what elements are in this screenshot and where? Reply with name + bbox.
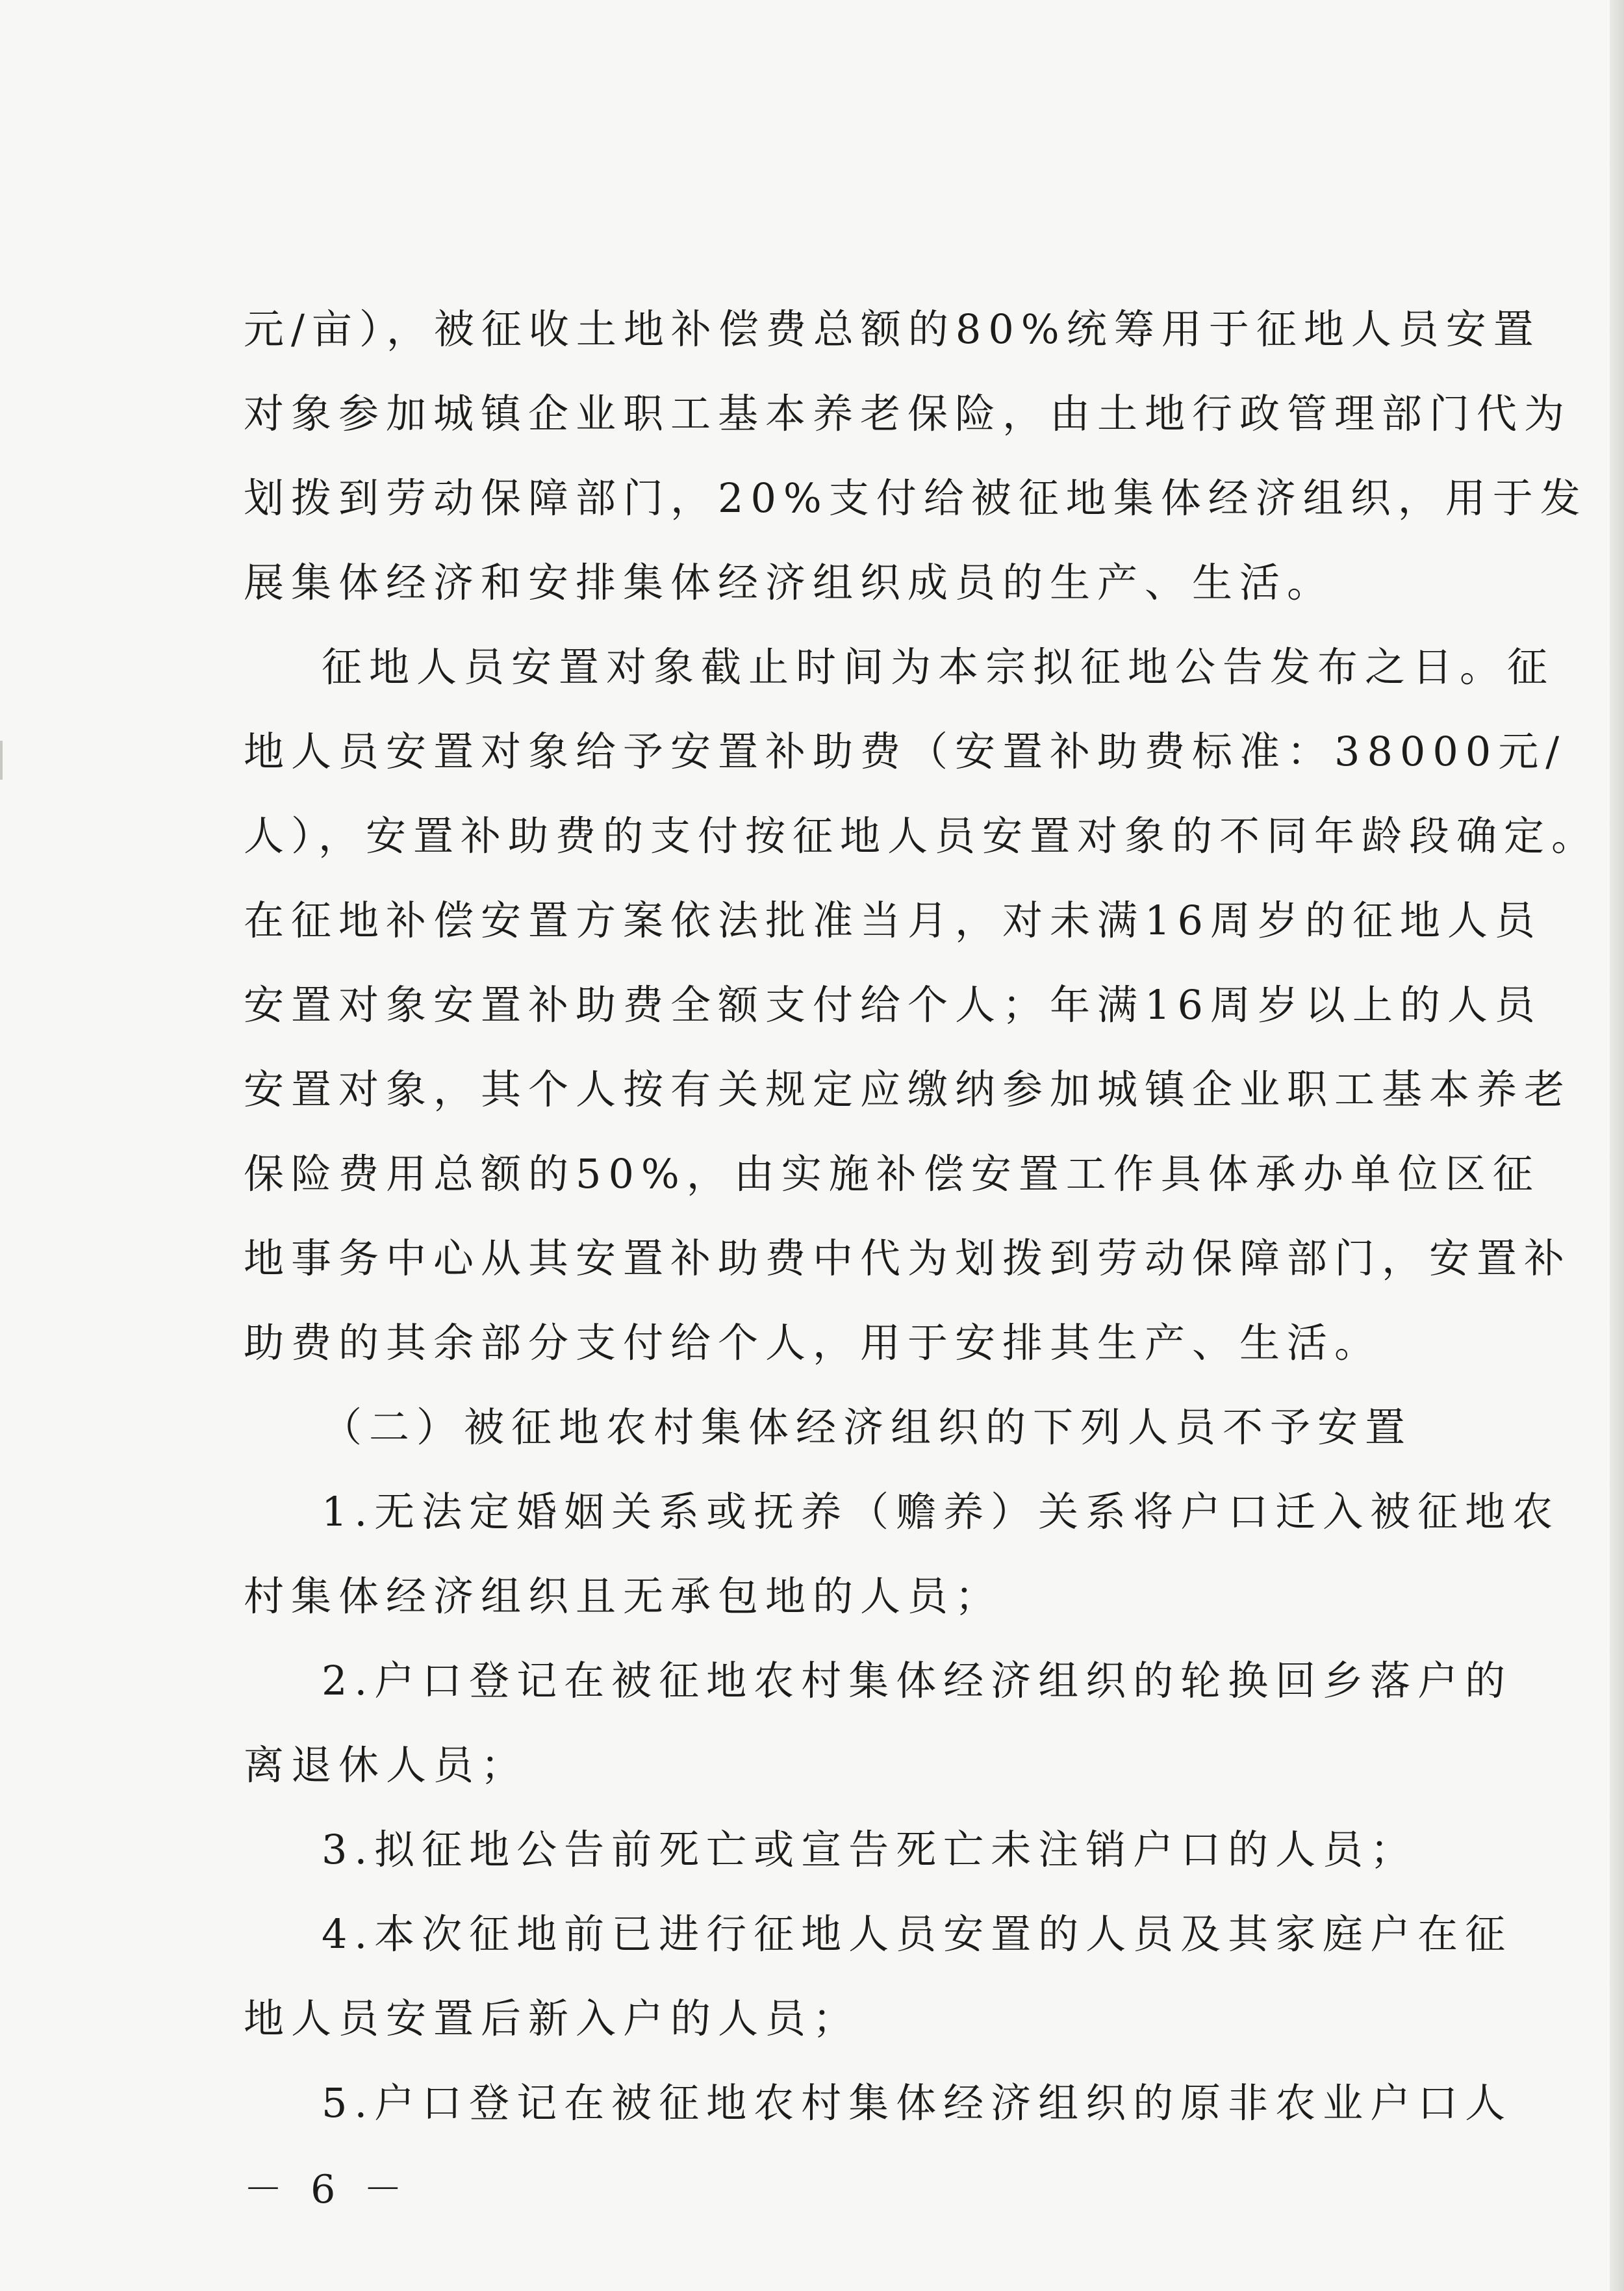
text-line: 划拨到劳动保障部门，20%支付给被征地集体经济组织，用于发 xyxy=(244,474,1588,522)
list-item: 4.本次征地前已进行征地人员安置的人员及其家庭户在征 xyxy=(322,1910,1513,1958)
section-heading: （二）被征地农村集体经济组织的下列人员不予安置 xyxy=(322,1403,1413,1451)
list-item: 2.户口登记在被征地农村集体经济组织的轮换回乡落户的 xyxy=(322,1657,1513,1704)
list-item: 5.户口登记在被征地农村集体经济组织的原非农业户口人 xyxy=(322,2079,1513,2127)
page-number: － 6 － xyxy=(244,2167,411,2212)
scan-mark xyxy=(0,741,3,780)
text-line: 征地人员安置对象截止时间为本宗拟征地公告发布之日。征 xyxy=(322,643,1555,691)
text-line: 助费的其余部分支付给个人，用于安排其生产、生活。 xyxy=(244,1319,1382,1366)
text-line: 离退休人员； xyxy=(244,1741,529,1789)
list-item: 3.拟征地公告前死亡或宣告死亡未注销户口的人员； xyxy=(322,1826,1418,1873)
text-line: 在征地补偿安置方案依法批准当月，对未满16周岁的征地人员 xyxy=(244,897,1542,944)
text-line: 地事务中心从其安置补助费中代为划拨到劳动保障部门，安置补 xyxy=(244,1235,1572,1282)
text-line: 人），安置补助费的支付按征地人员安置对象的不同年龄段确定。 xyxy=(244,812,1599,860)
text-line: 展集体经济和安排集体经济组织成员的生产、生活。 xyxy=(244,559,1335,606)
text-line: 安置对象安置补助费全额支付给个人；年满16周岁以上的人员 xyxy=(244,981,1542,1029)
text-line: 安置对象，其个人按有关规定应缴纳参加城镇企业职工基本养老 xyxy=(244,1066,1572,1113)
text-line: 村集体经济组织且无承包地的人员； xyxy=(244,1572,1003,1620)
text-line: 地人员安置后新入户的人员； xyxy=(244,1995,861,2042)
text-line: 地人员安置对象给予安置补助费（安置补助费标准：38000元/ xyxy=(244,728,1567,775)
text-line: 对象参加城镇企业职工基本养老保险，由土地行政管理部门代为 xyxy=(244,390,1572,437)
text-line: 元/亩），被征收土地补偿费总额的80%统筹用于征地人员安置 xyxy=(244,305,1541,353)
text-line: 保险费用总额的50%，由实施补偿安置工作具体承办单位区征 xyxy=(244,1150,1540,1197)
list-item: 1.无法定婚姻关系或抚养（赡养）关系将户口迁入被征地农 xyxy=(322,1488,1560,1535)
scan-edge xyxy=(1610,0,1624,2291)
